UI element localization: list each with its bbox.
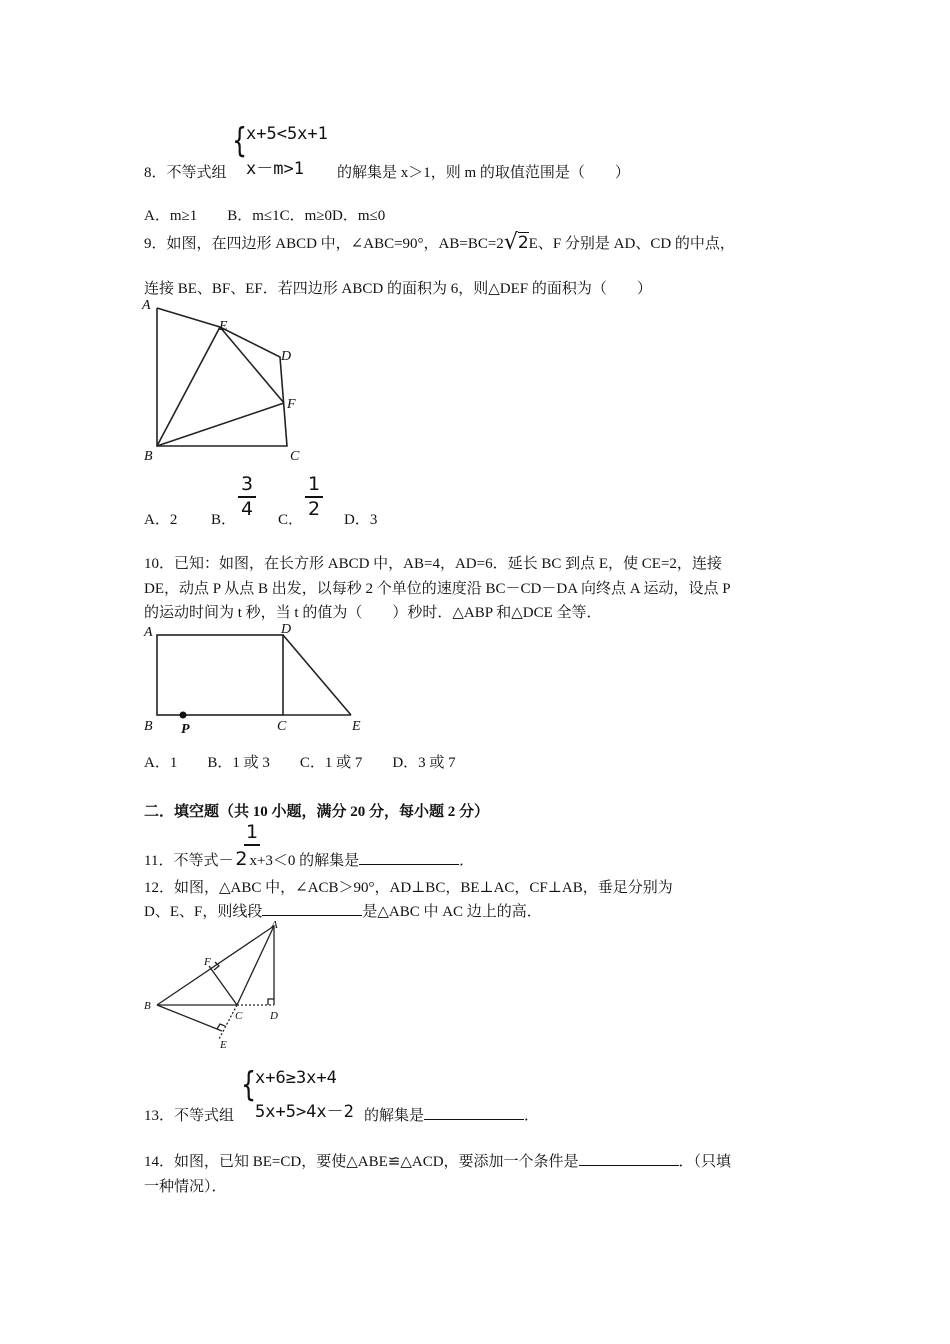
label-d: D [281,349,292,364]
q13-suffix-a: 的解集是 [364,1108,425,1124]
q10-line2: DE，动点 P 从点 B 出发，以每秒 2 个单位的速度沿 BC－CD－DA 向终点 A 运动，设点 P [144,581,731,597]
q13-suffix-b: ． [524,1108,540,1124]
q9-b-denominator: 4 [240,498,254,520]
q12-line2-a: D、E、F，则线段 [144,904,263,920]
q11-suffix-b: ． [459,853,475,869]
q9-quadrilateral-figure [140,295,310,465]
q11-line [144,848,474,870]
q9-option-d: D．3 [344,512,378,528]
q9-text-b: E、F 分别是 AD、CD 的中点， [528,236,735,252]
q8-options: A．m≥1 B．m≤1C．m≥0D．m≤0 [144,208,386,224]
q13-prefix: 13．不等式组 [144,1108,235,1124]
label-d: D [270,1010,278,1022]
point-p-dot [180,712,187,719]
label-b: B [144,1000,151,1012]
label-e: E [352,719,361,734]
label-c: C [235,1010,243,1022]
q11-denominator: 2 [235,848,248,870]
q11-numerator: 1 [245,821,259,843]
system-brace-q8: { [232,121,248,161]
q12-line1: 12．如图，△ABC 中，∠ACB＞90°，AD⊥BC，BE⊥AC，CF⊥AB，垂足分别为 [144,880,673,896]
label-d: D [281,622,292,637]
q14-line1-a: 14．如图，已知 BE=CD，要使△ABE≌△ACD，要添加一个条件是 [144,1154,579,1170]
right-angle-e [217,1024,225,1029]
q14-line2: 一种情况）． [144,1179,227,1195]
label-f: F [287,397,296,412]
label-b: B [144,719,153,734]
q8-system-line2: x－m>1 [246,159,304,179]
q9-line1 [144,229,735,254]
label-e: E [220,1039,227,1051]
label-e: E [219,319,228,334]
q9-option-b: B． [211,512,237,528]
q12-answer-blank[interactable] [262,901,362,916]
sqrt-sign: √ [503,230,518,255]
label-a: A [144,625,153,640]
q11-prefix: 11．不等式－ [144,853,234,869]
q11-answer-blank[interactable] [359,850,459,865]
segment-ab [157,926,274,1005]
q14-answer-blank[interactable] [579,1151,679,1166]
q13-system-line1: x+6≥3x+4 [255,1068,337,1088]
rectangle-abcd [157,635,283,715]
q11-fraction-bar [244,844,260,846]
q11-suffix-a: x+3＜0 的解集是 [249,853,360,869]
sqrt-radicand: 2 [517,233,529,253]
q10-options: A．1 B．1 或 3 C．1 或 7 D．3 或 7 [144,755,456,771]
label-a: A [142,298,151,313]
q8-prefix: 8．不等式组 [144,165,227,181]
label-c: C [290,449,300,464]
section-heading: 二．填空题（共 10 小题，满分 20 分，每小题 2 分） [144,804,490,820]
q14-line1-b: ．（只填 [678,1154,732,1170]
q13-tail [364,1104,539,1125]
label-b: B [144,449,153,464]
segment-ef [220,327,284,403]
q9-option-a: A．2 [144,512,178,528]
q9-text-a: 9．如图，在四边形 ABCD 中，∠ABC=90°，AB=BC=2 [144,236,504,252]
label-c: C [277,719,287,734]
q13-system-line2: 5x+5>4x－2 [255,1102,354,1122]
q14-line1 [144,1150,731,1171]
segment-de [283,635,351,715]
label-a: A [271,919,278,931]
label-f: F [204,956,211,968]
q9-c-numerator: 1 [307,473,321,495]
q12-triangle-figure [140,915,300,1055]
label-p: P [181,722,190,737]
right-angle-d [268,999,274,1005]
q13-answer-blank[interactable] [424,1105,524,1120]
segment-cf [209,966,237,1005]
q10-line3: 的运动时间为 t 秒，当 t 的值为（ ）秒时．△ABP 和△DCE 全等． [144,605,602,621]
q9-line2: 连接 BE、BF、EF．若四边形 ABCD 的面积为 6，则△DEF 的面积为（ ） [144,281,652,297]
system-brace-q13: { [241,1065,257,1105]
q9-b-numerator: 3 [240,473,254,495]
q10-line1: 10．已知：如图，在长方形 ABCD 中，AB=4，AD=6．延长 BC 到点 E，使 CE=2，连接 [144,556,722,572]
q8-suffix: 的解集是 x＞1，则 m 的取值范围是（ ） [337,165,630,181]
q12-line2-b: 是△ABC 中 AC 边上的高． [362,904,542,920]
q9-option-c: C． [278,512,304,528]
q8-system-line1: x+5<5x+1 [246,124,328,144]
q10-rectangle-figure [140,618,380,740]
q9-c-denominator: 2 [307,498,321,520]
segment-be [157,1005,222,1031]
